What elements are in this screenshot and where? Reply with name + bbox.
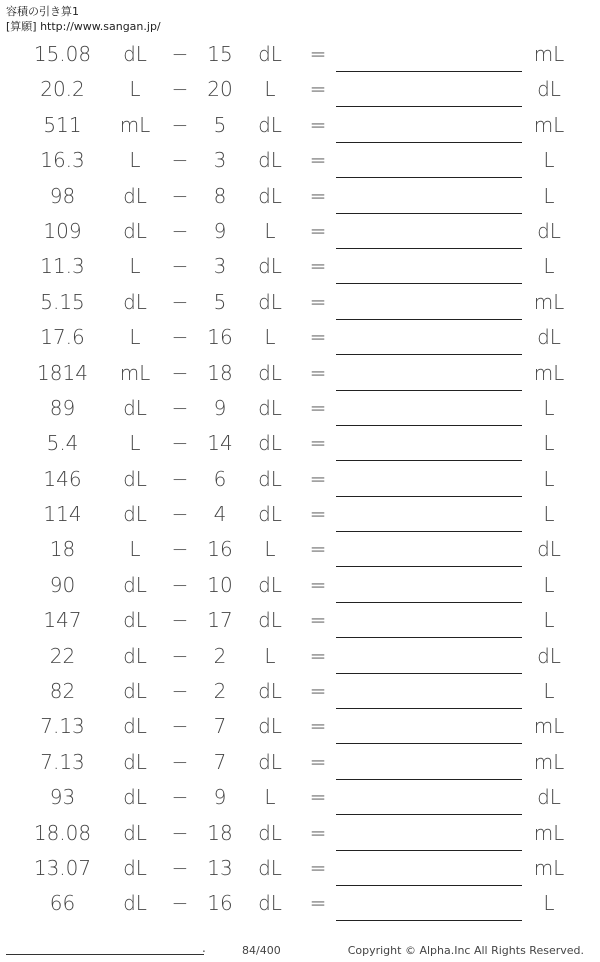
unit-b: L [264,785,276,810]
unit-b: L [264,218,276,243]
problem-row [0,780,600,815]
unit-b: dL [258,855,282,880]
minus-sign: − [171,325,189,350]
problem-row [0,391,600,426]
operand-b: 10 [207,572,233,597]
unit-a: mL [119,360,151,385]
unit-b: dL [258,714,282,739]
problem-row [0,320,600,355]
operand-b: 9 [213,785,227,810]
operand-b: 4 [213,502,227,527]
operand-b: 9 [213,218,227,243]
unit-b: dL [258,42,282,66]
minus-sign: − [171,183,189,208]
operand-a: 13.07 [33,855,92,880]
operand-b: 18 [207,360,233,385]
unit-b: dL [258,820,282,845]
minus-sign: − [171,891,189,916]
problem-row [0,249,600,284]
problem-row [0,532,600,567]
equals-sign: = [309,289,327,314]
result-unit: mL [533,112,565,137]
operand-a: 7.13 [40,749,85,774]
unit-b: dL [258,360,282,385]
unit-a: dL [123,289,147,314]
equals-sign: = [309,218,327,243]
unit-b: dL [258,608,282,633]
operand-a: 11.3 [40,254,85,279]
result-unit: mL [533,714,565,739]
unit-b: dL [258,502,282,527]
operand-a: 93 [49,785,76,810]
unit-a: L [129,148,141,173]
result-unit: mL [533,749,565,774]
problem-row [0,356,600,391]
source-url: [算願] http://www.sangan.jp/ [6,20,161,33]
equals-sign: = [309,502,327,527]
operand-a: 17.6 [40,325,85,350]
equals-sign: = [309,608,327,633]
unit-b: L [264,77,276,102]
unit-a: dL [123,749,147,774]
operand-a: 5.15 [40,289,85,314]
unit-a: dL [123,502,147,527]
page-number: 84/400 [242,944,281,957]
minus-sign: − [171,608,189,633]
operand-b: 16 [207,325,233,350]
name-dot: . [202,941,206,955]
result-unit: L [543,891,555,916]
equals-sign: = [309,466,327,491]
minus-sign: − [171,77,189,102]
problem-row [0,37,600,72]
problem-row [0,179,600,214]
result-unit: dL [537,218,561,243]
problem-row [0,745,600,780]
problem-row [0,851,600,886]
result-unit: mL [533,820,565,845]
minus-sign: − [171,395,189,420]
operand-b: 7 [213,714,227,739]
result-unit: L [543,148,555,173]
unit-b: dL [258,431,282,456]
unit-a: dL [123,785,147,810]
equals-sign: = [309,395,327,420]
minus-sign: − [171,785,189,810]
result-unit: dL [537,77,561,102]
minus-sign: − [171,360,189,385]
unit-b: L [264,537,276,562]
operand-a: 5.4 [46,431,79,456]
operand-b: 7 [213,749,227,774]
equals-sign: = [309,77,327,102]
unit-b: dL [258,289,282,314]
unit-a: dL [123,466,147,491]
unit-a: dL [123,855,147,880]
equals-sign: = [309,42,327,66]
answer-blank[interactable] [336,920,522,921]
minus-sign: − [171,643,189,668]
unit-a: dL [123,891,147,916]
unit-a: dL [123,643,147,668]
equals-sign: = [309,325,327,350]
operand-a: 109 [43,218,82,243]
minus-sign: − [171,749,189,774]
result-unit: L [543,502,555,527]
result-unit: L [543,679,555,704]
equals-sign: = [309,572,327,597]
result-unit: dL [537,785,561,810]
unit-a: dL [123,679,147,704]
operand-b: 16 [207,891,233,916]
operand-b: 18 [207,820,233,845]
minus-sign: − [171,466,189,491]
operand-a: 90 [49,572,76,597]
minus-sign: − [171,855,189,880]
result-unit: L [543,254,555,279]
unit-b: dL [258,679,282,704]
operand-a: 22 [49,643,76,668]
unit-a: dL [123,714,147,739]
operand-b: 3 [213,254,227,279]
operand-a: 89 [49,395,76,420]
minus-sign: − [171,289,189,314]
operand-b: 9 [213,395,227,420]
name-line [6,954,204,955]
unit-a: L [129,77,141,102]
result-unit: L [543,608,555,633]
minus-sign: − [171,431,189,456]
operand-a: 20.2 [40,77,85,102]
unit-a: L [129,325,141,350]
operand-a: 7.13 [40,714,85,739]
minus-sign: − [171,714,189,739]
operand-a: 15.08 [33,42,92,66]
problem-row [0,285,600,320]
unit-b: dL [258,891,282,916]
operand-b: 20 [207,77,233,102]
equals-sign: = [309,855,327,880]
result-unit: L [543,395,555,420]
operand-a: 511 [43,112,82,137]
footer [0,942,600,960]
unit-b: dL [258,148,282,173]
minus-sign: − [171,218,189,243]
result-unit: mL [533,360,565,385]
minus-sign: − [171,254,189,279]
result-unit: L [543,183,555,208]
problem-row [0,143,600,178]
unit-b: dL [258,466,282,491]
unit-b: L [264,643,276,668]
minus-sign: − [171,148,189,173]
equals-sign: = [309,431,327,456]
equals-sign: = [309,785,327,810]
problem-row [0,214,600,249]
operand-a: 82 [49,679,76,704]
problem-row [0,816,600,851]
operand-b: 13 [207,855,233,880]
unit-b: dL [258,254,282,279]
minus-sign: − [171,820,189,845]
problem-row [0,886,600,921]
minus-sign: − [171,572,189,597]
operand-b: 5 [213,112,227,137]
equals-sign: = [309,148,327,173]
unit-a: dL [123,42,147,66]
operand-b: 2 [213,643,227,668]
operand-b: 17 [207,608,233,633]
result-unit: mL [533,855,565,880]
operand-b: 2 [213,679,227,704]
minus-sign: − [171,502,189,527]
problem-row [0,462,600,497]
operand-b: 5 [213,289,227,314]
result-unit: dL [537,643,561,668]
result-unit: mL [533,289,565,314]
result-unit: L [543,466,555,491]
equals-sign: = [309,714,327,739]
equals-sign: = [309,820,327,845]
unit-b: L [264,325,276,350]
operand-b: 8 [213,183,227,208]
unit-a: dL [123,183,147,208]
result-unit: dL [537,537,561,562]
unit-b: dL [258,395,282,420]
result-unit: mL [533,42,565,66]
equals-sign: = [309,537,327,562]
operand-a: 114 [43,502,82,527]
unit-a: L [129,254,141,279]
unit-b: dL [258,183,282,208]
problem-row [0,497,600,532]
operand-a: 16.3 [40,148,85,173]
problem-row [0,72,600,107]
operand-b: 6 [213,466,227,491]
operand-a: 18.08 [33,820,92,845]
operand-a: 98 [49,183,76,208]
copyright: Copyright © Alpha.Inc All Rights Reserved. [347,944,584,957]
unit-a: dL [123,218,147,243]
problem-row [0,603,600,638]
unit-a: dL [123,608,147,633]
minus-sign: − [171,112,189,137]
equals-sign: = [309,112,327,137]
result-unit: dL [537,325,561,350]
minus-sign: − [171,679,189,704]
operand-a: 147 [43,608,82,633]
operand-a: 66 [49,891,76,916]
unit-a: dL [123,820,147,845]
worksheet-title: 容積の引き算1 [6,5,79,18]
unit-a: mL [119,112,151,137]
operand-b: 14 [207,431,233,456]
operand-b: 16 [207,537,233,562]
operand-a: 1814 [37,360,88,385]
unit-a: dL [123,572,147,597]
minus-sign: − [171,42,189,66]
operand-b: 15 [207,42,233,66]
problem-list [0,37,600,922]
worksheet-header [6,4,161,34]
unit-b: dL [258,112,282,137]
operand-a: 146 [43,466,82,491]
problem-row [0,426,600,461]
unit-a: L [129,431,141,456]
unit-b: dL [258,572,282,597]
problem-row [0,709,600,744]
unit-b: dL [258,749,282,774]
operand-a: 18 [49,537,76,562]
equals-sign: = [309,679,327,704]
equals-sign: = [309,254,327,279]
problem-row [0,568,600,603]
problem-row [0,639,600,674]
minus-sign: − [171,537,189,562]
equals-sign: = [309,891,327,916]
operand-b: 3 [213,148,227,173]
problem-row [0,108,600,143]
equals-sign: = [309,360,327,385]
equals-sign: = [309,643,327,668]
result-unit: L [543,431,555,456]
equals-sign: = [309,183,327,208]
unit-a: L [129,537,141,562]
problem-row [0,674,600,709]
unit-a: dL [123,395,147,420]
equals-sign: = [309,749,327,774]
result-unit: L [543,572,555,597]
